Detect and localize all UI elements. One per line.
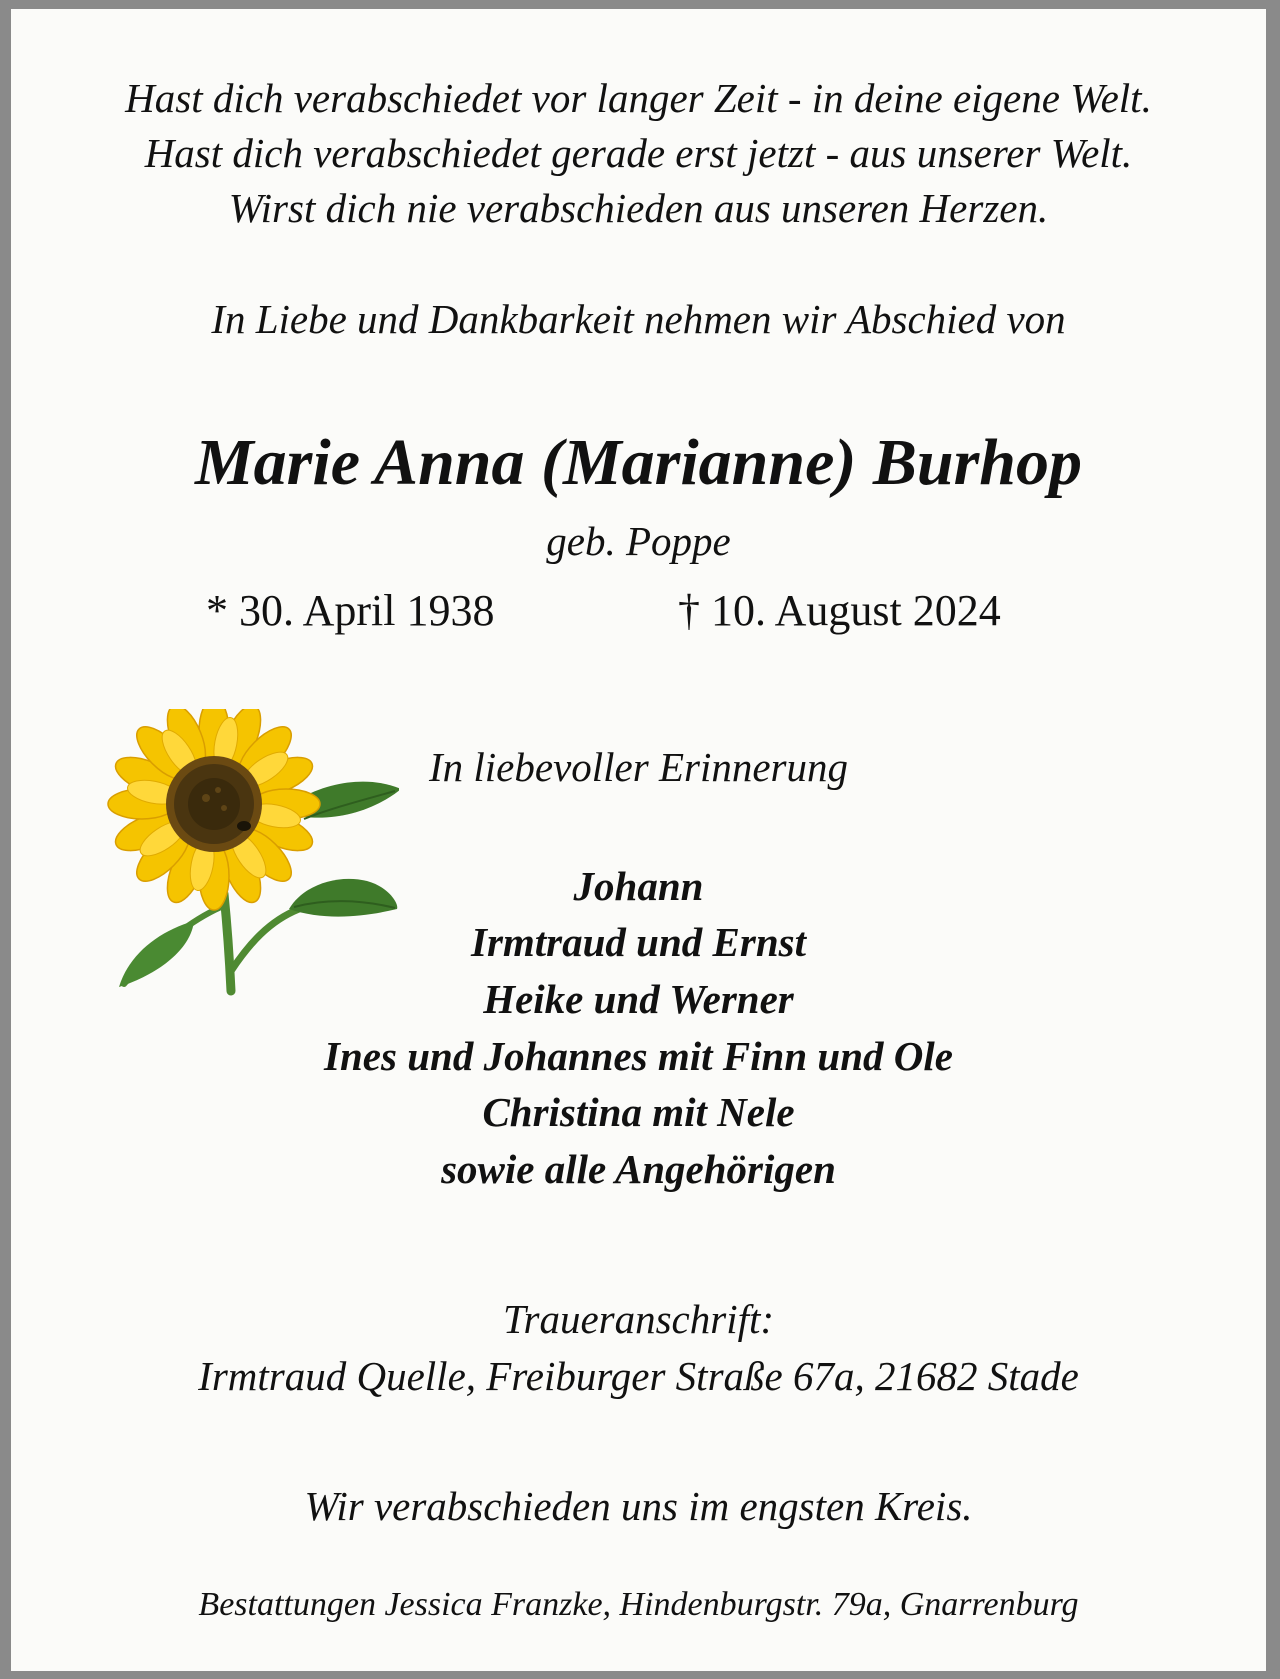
mourner-1: Johann (573, 863, 704, 909)
farewell-text: Wir verabschieden uns im engsten Kreis. (304, 1483, 973, 1529)
address-line: Irmtraud Quelle, Freiburger Straße 67a, 21682 Stade (198, 1353, 1079, 1399)
poem-line-1: Hast dich verabschiedet vor langer Zeit - in deine eigene Welt. (125, 75, 1152, 121)
mourner-2: Irmtraud und Ernst (470, 919, 806, 965)
intro-text: In Liebe und Dankbarkeit nehmen wir Abschied von (211, 296, 1066, 342)
memory-text: In liebevoller Erinnerung (428, 744, 848, 790)
poem-line-2: Hast dich verabschiedet gerade erst jetzt - aus unserer Welt. (144, 130, 1133, 176)
mourner-3: Heike und Werner (483, 976, 794, 1022)
birth-date: * 30. April 1938 (206, 586, 495, 635)
death-date: † 10. August 2024 (678, 586, 1001, 635)
maiden-name: geb. Poppe (546, 518, 731, 564)
life-dates (11, 586, 1266, 635)
deceased-name: Marie Anna (Marianne) Burhop (195, 426, 1082, 499)
mourner-4: Ines und Johannes mit Finn und Ole (324, 1033, 953, 1079)
poem-line-3: Wirst dich nie verabschieden aus unseren Herzen. (228, 185, 1049, 231)
address-label: Traueranschrift: (502, 1296, 775, 1342)
mourner-5: Christina mit Nele (482, 1089, 795, 1135)
funeral-home: Bestattungen Jessica Franzke, Hindenburgstr. 79a, Gnarrenburg (198, 1586, 1079, 1623)
mourner-6: sowie alle Angehörigen (441, 1146, 836, 1192)
obituary-card (11, 9, 1266, 1671)
